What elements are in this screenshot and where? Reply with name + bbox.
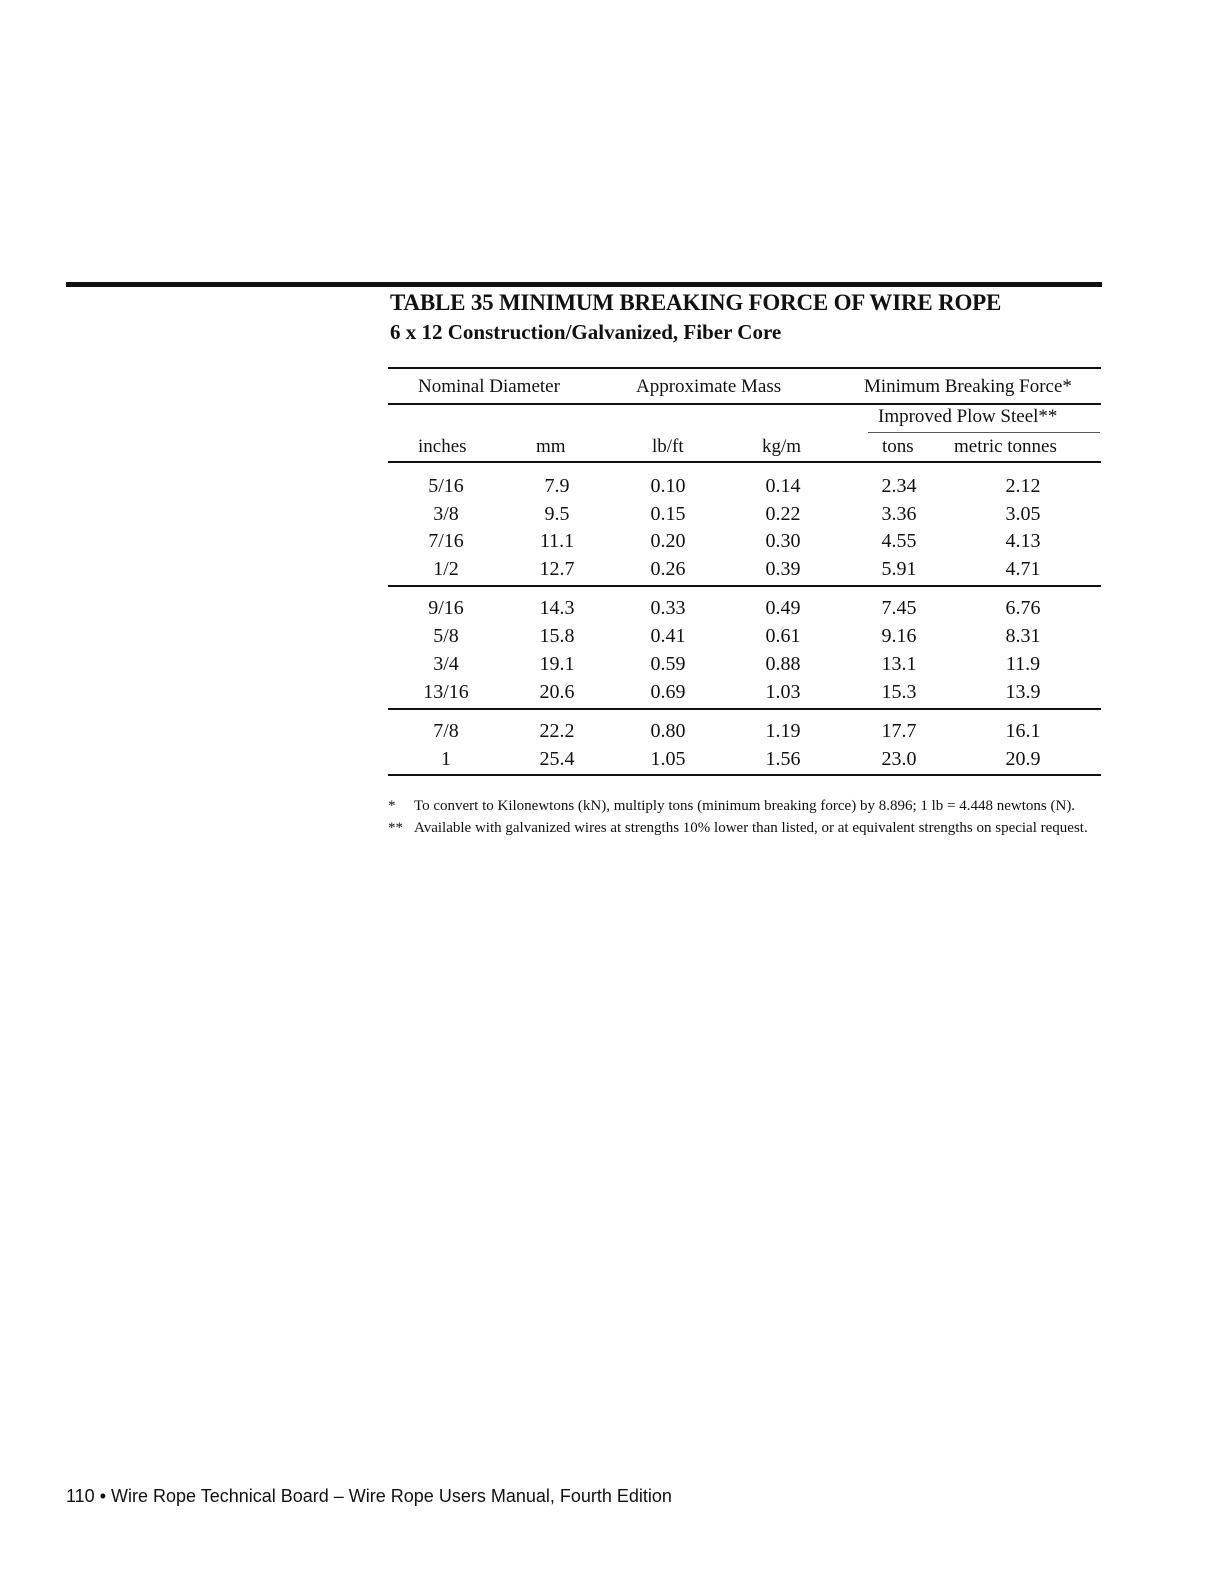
column-header-mm: mm bbox=[536, 436, 566, 457]
cell-tons: 15.3 bbox=[881, 681, 917, 703]
footnote-mark: ** bbox=[388, 820, 403, 836]
cell-tons: 4.55 bbox=[881, 530, 917, 552]
cell-tons: 7.45 bbox=[881, 597, 917, 619]
cell-metric-tonnes: 4.71 bbox=[1005, 558, 1041, 580]
cell-mm: 14.3 bbox=[539, 597, 575, 619]
cell-inches: 9/16 bbox=[428, 597, 464, 619]
header-top-rule bbox=[388, 367, 1101, 369]
footnote-text: Available with galvanized wires at strengths 10% lower than listed, or at equivalent strengths on special request. bbox=[414, 820, 1088, 836]
cell-kg-m: 1.03 bbox=[765, 681, 801, 703]
header-group-rule bbox=[388, 403, 1101, 405]
subheader-rule bbox=[868, 432, 1100, 433]
table-row bbox=[388, 556, 1101, 583]
table-subtitle: 6 x 12 Construction/Galvanized, Fiber Core bbox=[390, 320, 782, 344]
cell-tons: 9.16 bbox=[881, 625, 917, 647]
cell-mm: 7.9 bbox=[544, 475, 570, 497]
table-bottom-rule bbox=[388, 774, 1101, 776]
group-divider-1 bbox=[388, 585, 1101, 587]
column-header-tons: tons bbox=[882, 436, 914, 457]
table-row bbox=[388, 473, 1101, 500]
cell-kg-m: 0.39 bbox=[765, 558, 801, 580]
cell-kg-m: 1.19 bbox=[765, 720, 801, 742]
cell-tons: 3.36 bbox=[881, 503, 917, 525]
group-divider-2 bbox=[388, 708, 1101, 710]
cell-metric-tonnes: 3.05 bbox=[1005, 503, 1041, 525]
cell-lb-ft: 0.80 bbox=[650, 720, 686, 742]
footnotes bbox=[388, 796, 1088, 840]
cell-mm: 11.1 bbox=[539, 530, 575, 552]
cell-lb-ft: 0.20 bbox=[650, 530, 686, 552]
cell-mm: 12.7 bbox=[539, 558, 575, 580]
footnote-text: To convert to Kilonewtons (kN), multiply tons (minimum breaking force) by 8.896; 1 lb = 4.448 newtons (N). bbox=[414, 798, 1076, 814]
header-bottom-rule bbox=[388, 461, 1101, 463]
footnote bbox=[388, 818, 1088, 838]
cell-mm: 9.5 bbox=[544, 503, 570, 525]
cell-kg-m: 1.56 bbox=[765, 748, 801, 770]
top-rule bbox=[66, 282, 1102, 287]
table-row bbox=[388, 746, 1101, 773]
footnote-mark: * bbox=[388, 798, 396, 814]
header-minimum-breaking-force: Minimum Breaking Force* bbox=[864, 376, 1072, 397]
table-title-block bbox=[390, 289, 1110, 346]
cell-metric-tonnes: 8.31 bbox=[1005, 625, 1041, 647]
cell-tons: 13.1 bbox=[881, 653, 917, 675]
header-approximate-mass: Approximate Mass bbox=[636, 376, 782, 397]
cell-lb-ft: 0.26 bbox=[650, 558, 686, 580]
cell-lb-ft: 0.33 bbox=[650, 597, 686, 619]
cell-kg-m: 0.88 bbox=[765, 653, 801, 675]
header-nominal-diameter: Nominal Diameter bbox=[418, 376, 560, 397]
cell-inches: 7/16 bbox=[428, 530, 464, 552]
cell-kg-m: 0.49 bbox=[765, 597, 801, 619]
cell-metric-tonnes: 4.13 bbox=[1005, 530, 1041, 552]
cell-inches: 3/4 bbox=[433, 653, 459, 675]
table-row bbox=[388, 623, 1101, 650]
cell-inches: 13/16 bbox=[423, 681, 469, 703]
column-header-kg-m: kg/m bbox=[762, 436, 802, 457]
cell-kg-m: 0.30 bbox=[765, 530, 801, 552]
cell-mm: 15.8 bbox=[539, 625, 575, 647]
cell-metric-tonnes: 20.9 bbox=[1005, 748, 1041, 770]
column-header-lb-ft: lb/ft bbox=[652, 436, 684, 457]
cell-metric-tonnes: 16.1 bbox=[1005, 720, 1041, 742]
table-title: TABLE 35 MINIMUM BREAKING FORCE OF WIRE ROPE bbox=[390, 290, 1002, 315]
cell-metric-tonnes: 13.9 bbox=[1005, 681, 1041, 703]
cell-metric-tonnes: 2.12 bbox=[1005, 475, 1041, 497]
cell-lb-ft: 0.10 bbox=[650, 475, 686, 497]
table-row bbox=[388, 501, 1101, 528]
table-row bbox=[388, 595, 1101, 622]
cell-tons: 5.91 bbox=[881, 558, 917, 580]
table-row bbox=[388, 528, 1101, 555]
cell-lb-ft: 1.05 bbox=[650, 748, 686, 770]
cell-lb-ft: 0.41 bbox=[650, 625, 686, 647]
cell-kg-m: 0.14 bbox=[765, 475, 801, 497]
cell-mm: 19.1 bbox=[539, 653, 575, 675]
cell-mm: 22.2 bbox=[539, 720, 575, 742]
cell-lb-ft: 0.59 bbox=[650, 653, 686, 675]
cell-inches: 5/8 bbox=[433, 625, 459, 647]
table-row bbox=[388, 718, 1101, 745]
footnote bbox=[388, 796, 1088, 816]
cell-mm: 25.4 bbox=[539, 748, 575, 770]
cell-lb-ft: 0.15 bbox=[650, 503, 686, 525]
table-row bbox=[388, 651, 1101, 678]
cell-kg-m: 0.61 bbox=[765, 625, 801, 647]
table-row bbox=[388, 679, 1101, 706]
cell-inches: 1 bbox=[441, 748, 451, 770]
cell-inches: 5/16 bbox=[428, 475, 464, 497]
cell-metric-tonnes: 6.76 bbox=[1005, 597, 1041, 619]
header-improved-plow-steel: Improved Plow Steel** bbox=[878, 406, 1058, 427]
cell-inches: 1/2 bbox=[433, 558, 459, 580]
cell-inches: 7/8 bbox=[433, 720, 459, 742]
page-footer: 110 • Wire Rope Technical Board – Wire Rope Users Manual, Fourth Edition bbox=[66, 1486, 672, 1506]
cell-tons: 2.34 bbox=[881, 475, 917, 497]
cell-kg-m: 0.22 bbox=[765, 503, 801, 525]
cell-inches: 3/8 bbox=[433, 503, 459, 525]
cell-tons: 17.7 bbox=[881, 720, 917, 742]
cell-metric-tonnes: 11.9 bbox=[1005, 653, 1041, 675]
cell-tons: 23.0 bbox=[881, 748, 917, 770]
column-header-inches: inches bbox=[418, 436, 467, 457]
column-header-metric-tonnes: metric tonnes bbox=[954, 436, 1057, 457]
cell-mm: 20.6 bbox=[539, 681, 575, 703]
cell-lb-ft: 0.69 bbox=[650, 681, 686, 703]
